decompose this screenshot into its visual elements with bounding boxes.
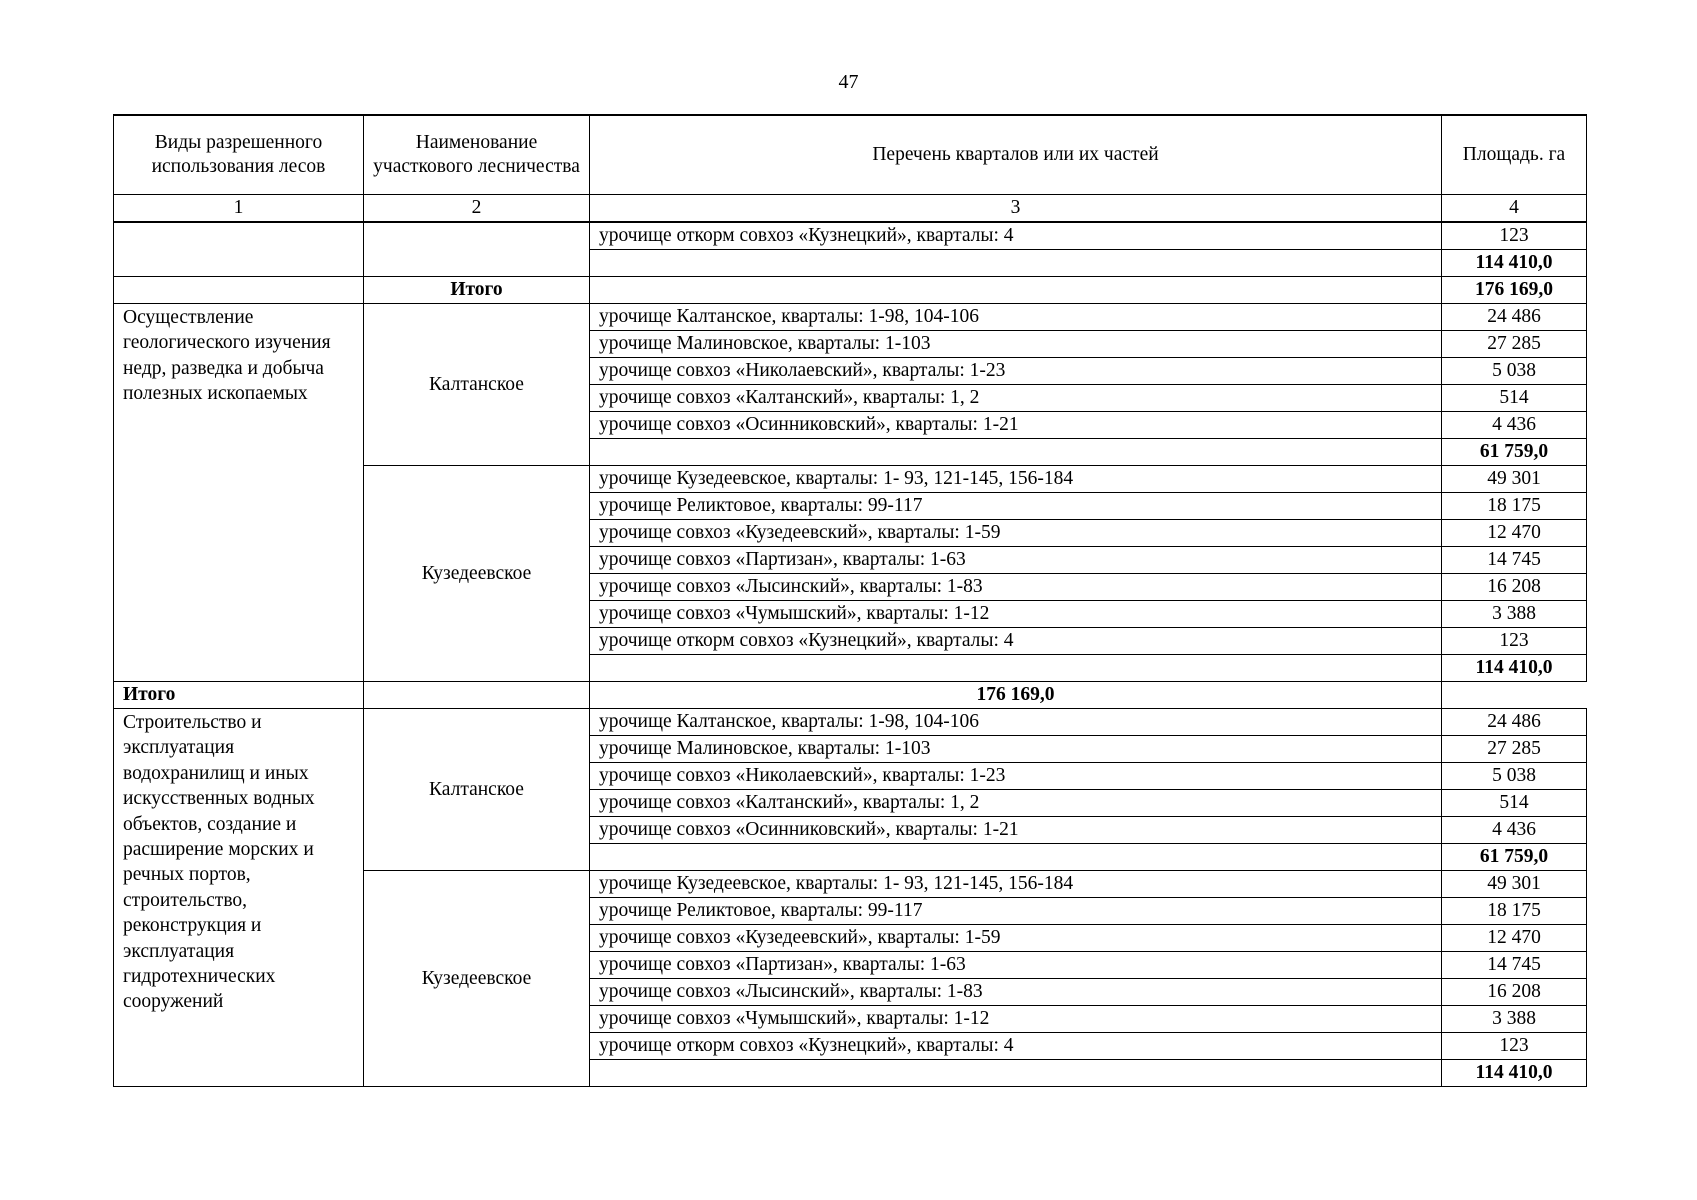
quarter-desc-empty bbox=[590, 439, 1442, 466]
column-number: 1 bbox=[114, 195, 364, 223]
area-value: 27 285 bbox=[1442, 736, 1587, 763]
quarter-desc: урочище Кузедеевское, кварталы: 1- 93, 121-145, 156-184 bbox=[590, 466, 1442, 493]
quarter-desc-empty bbox=[590, 844, 1442, 871]
area-value: 14 745 bbox=[1442, 952, 1587, 979]
forestry-cell-empty bbox=[364, 222, 590, 277]
area-value: 123 bbox=[1442, 1033, 1587, 1060]
header-col4: Площадь. га bbox=[1442, 115, 1587, 195]
quarter-desc: урочище совхоз «Лысинский», кварталы: 1-83 bbox=[590, 574, 1442, 601]
table-row bbox=[114, 222, 1587, 250]
subtotal-value: 114 410,0 bbox=[1442, 655, 1587, 682]
quarter-desc: урочище совхоз «Осинниковский», кварталы: 1-21 bbox=[590, 817, 1442, 844]
total-label: Итого bbox=[364, 277, 590, 304]
area-value: 49 301 bbox=[1442, 871, 1587, 898]
area-value: 27 285 bbox=[1442, 331, 1587, 358]
quarter-desc: урочище Кузедеевское, кварталы: 1- 93, 121-145, 156-184 bbox=[590, 871, 1442, 898]
header-col1: Виды разрешенного использования лесов bbox=[114, 115, 364, 195]
area-value: 4 436 bbox=[1442, 412, 1587, 439]
quarter-desc: урочище совхоз «Кузедеевский», кварталы: 1-59 bbox=[590, 520, 1442, 547]
area-value: 16 208 bbox=[1442, 574, 1587, 601]
total-value: 176 169,0 bbox=[1442, 277, 1587, 304]
quarter-desc: урочище совхоз «Калтанский», кварталы: 1, 2 bbox=[590, 790, 1442, 817]
type-cell-empty bbox=[114, 222, 364, 277]
area-value: 18 175 bbox=[1442, 493, 1587, 520]
quarter-desc: урочище совхоз «Партизан», кварталы: 1-63 bbox=[590, 547, 1442, 574]
area-value: 3 388 bbox=[1442, 601, 1587, 628]
forestry-name: Кузедеевское bbox=[364, 871, 590, 1087]
area-value: 12 470 bbox=[1442, 925, 1587, 952]
quarter-desc: урочище совхоз «Лысинский», кварталы: 1-83 bbox=[590, 979, 1442, 1006]
quarter-desc: урочище Малиновское, кварталы: 1-103 bbox=[590, 736, 1442, 763]
quarter-desc: урочище совхоз «Калтанский», кварталы: 1, 2 bbox=[590, 385, 1442, 412]
subtotal-value: 61 759,0 bbox=[1442, 844, 1587, 871]
forestry-name: Калтанское bbox=[364, 304, 590, 466]
area-value: 5 038 bbox=[1442, 763, 1587, 790]
area-value: 14 745 bbox=[1442, 547, 1587, 574]
area-value: 12 470 bbox=[1442, 520, 1587, 547]
quarter-desc-empty bbox=[590, 250, 1442, 277]
total-value: 176 169,0 bbox=[590, 682, 1442, 709]
quarter-desc: урочище совхоз «Осинниковский», кварталы: 1-21 bbox=[590, 412, 1442, 439]
area-value: 514 bbox=[1442, 790, 1587, 817]
area-value: 24 486 bbox=[1442, 709, 1587, 736]
column-number: 3 bbox=[590, 195, 1442, 223]
quarter-desc: урочище совхоз «Кузедеевский», кварталы: 1-59 bbox=[590, 925, 1442, 952]
forestry-name: Кузедеевское bbox=[364, 466, 590, 682]
area-value: 18 175 bbox=[1442, 898, 1587, 925]
quarter-desc: урочище откорм совхоз «Кузнецкий», кварталы: 4 bbox=[590, 628, 1442, 655]
forestry-name: Калтанское bbox=[364, 709, 590, 871]
area-value: 123 bbox=[1442, 222, 1587, 250]
total-row bbox=[114, 277, 1587, 304]
column-number: 2 bbox=[364, 195, 590, 223]
area-value: 123 bbox=[1442, 628, 1587, 655]
quarter-desc: урочище совхоз «Николаевский», кварталы: 1-23 bbox=[590, 763, 1442, 790]
quarter-desc: урочище Реликтовое, кварталы: 99-117 bbox=[590, 493, 1442, 520]
quarter-desc: урочище Малиновское, кварталы: 1-103 bbox=[590, 331, 1442, 358]
area-value: 514 bbox=[1442, 385, 1587, 412]
quarter-desc: урочище откорм совхоз «Кузнецкий», кварталы: 4 bbox=[590, 222, 1442, 250]
quarter-desc: урочище совхоз «Чумышский», кварталы: 1-12 bbox=[590, 1006, 1442, 1033]
subtotal-value: 61 759,0 bbox=[1442, 439, 1587, 466]
forest-use-type: Осуществление геологического изучения недр, разведка и добыча полезных ископаемых bbox=[114, 304, 364, 682]
forest-use-table bbox=[113, 114, 1587, 1087]
quarter-desc: урочище Калтанское, кварталы: 1-98, 104-106 bbox=[590, 709, 1442, 736]
quarter-desc: урочище Реликтовое, кварталы: 99-117 bbox=[590, 898, 1442, 925]
quarter-desc-empty bbox=[590, 1060, 1442, 1087]
total-label: Итого bbox=[114, 682, 364, 709]
area-value: 49 301 bbox=[1442, 466, 1587, 493]
quarter-desc-empty bbox=[364, 682, 590, 709]
area-value: 5 038 bbox=[1442, 358, 1587, 385]
table-row bbox=[114, 304, 1587, 331]
total-row bbox=[114, 682, 1587, 709]
forest-use-type: Строительство и эксплуатация водохранилищ и иных искусственных водных объектов, создание и расширение морских и речных портов, строительство, реконструкция и эксплуатация гидротехнических сооружений bbox=[114, 709, 364, 1087]
quarter-desc: урочище совхоз «Партизан», кварталы: 1-63 bbox=[590, 952, 1442, 979]
column-number: 4 bbox=[1442, 195, 1587, 223]
quarter-desc: урочище откорм совхоз «Кузнецкий», кварталы: 4 bbox=[590, 1033, 1442, 1060]
quarter-desc: урочище совхоз «Чумышский», кварталы: 1-12 bbox=[590, 601, 1442, 628]
table-row bbox=[114, 709, 1587, 736]
column-number-row bbox=[114, 195, 1587, 223]
subtotal-value: 114 410,0 bbox=[1442, 1060, 1587, 1087]
quarter-desc-empty bbox=[590, 277, 1442, 304]
header-col2: Наименование участкового лесничества bbox=[364, 115, 590, 195]
type-cell-empty bbox=[114, 277, 364, 304]
header-row bbox=[114, 115, 1587, 195]
quarter-desc: урочище Калтанское, кварталы: 1-98, 104-106 bbox=[590, 304, 1442, 331]
area-value: 3 388 bbox=[1442, 1006, 1587, 1033]
area-value: 4 436 bbox=[1442, 817, 1587, 844]
page-number: 47 bbox=[838, 71, 859, 93]
subtotal-value: 114 410,0 bbox=[1442, 250, 1587, 277]
quarter-desc: урочище совхоз «Николаевский», кварталы: 1-23 bbox=[590, 358, 1442, 385]
quarter-desc-empty bbox=[590, 655, 1442, 682]
area-value: 16 208 bbox=[1442, 979, 1587, 1006]
header-col3: Перечень кварталов или их частей bbox=[590, 115, 1442, 195]
area-value: 24 486 bbox=[1442, 304, 1587, 331]
